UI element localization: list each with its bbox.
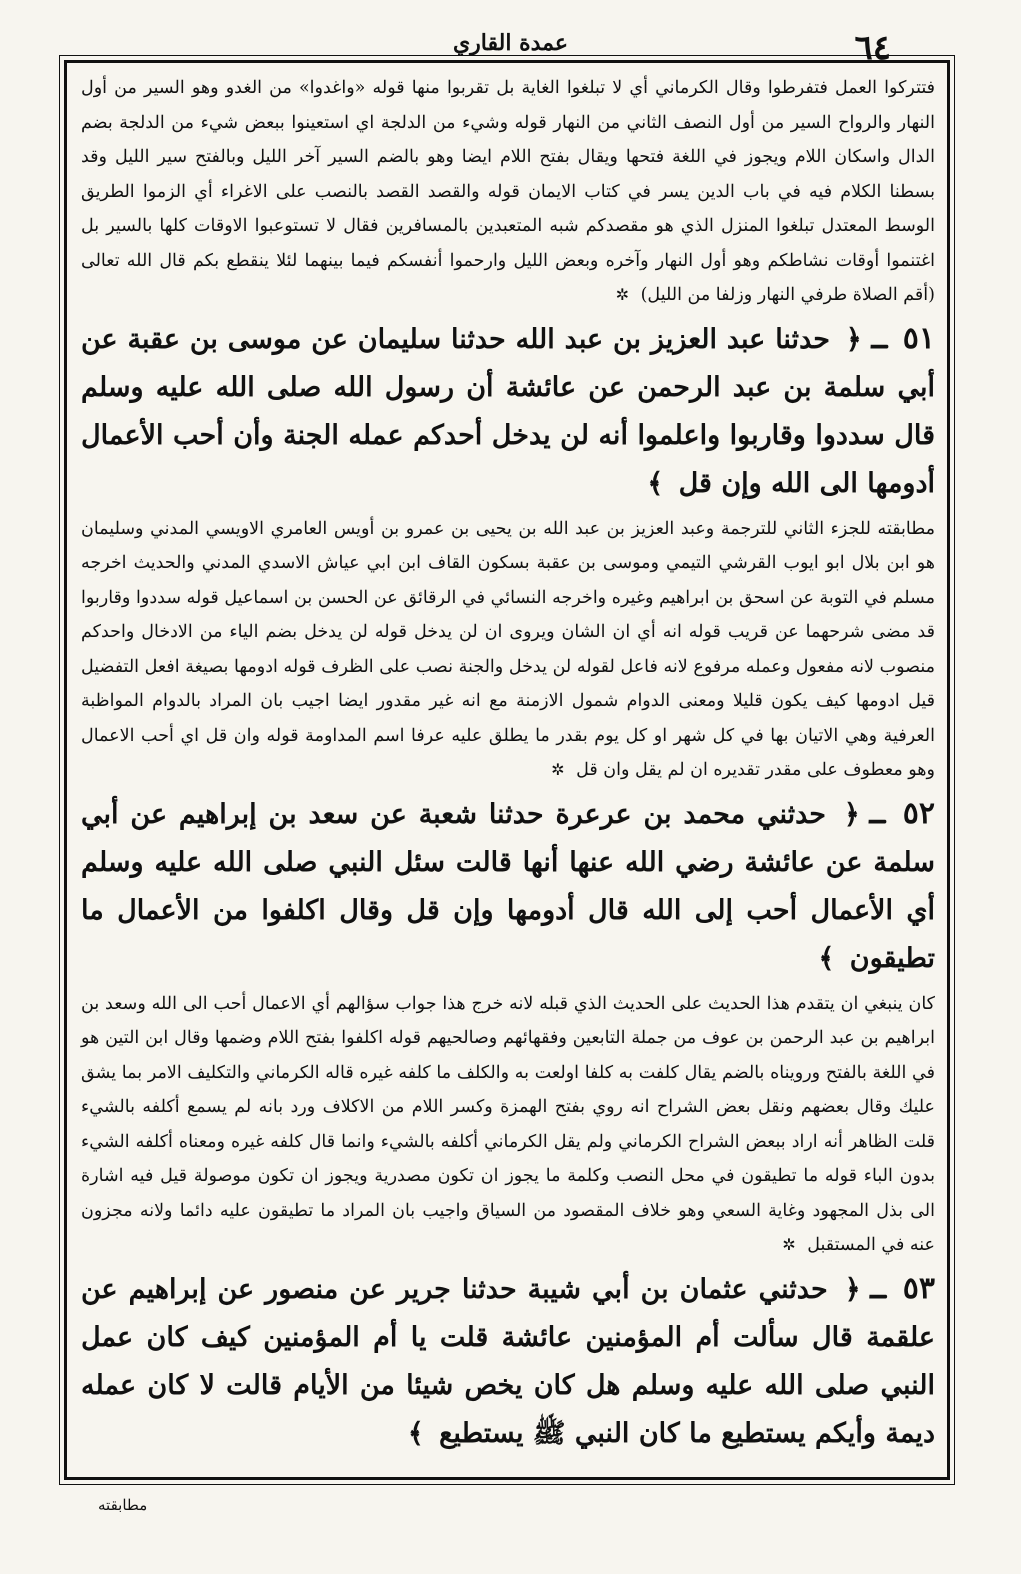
commentary-text: فتتركوا العمل فتفرطوا وقال الكرماني أي لا تبلغوا الغاية بل تقربوا منها قوله «واغدوا» من الغدو وهو السير من أول النهار والرواح السير من أول النصف الثاني من النهار قوله وشيء من الدلجة اي استعينوا ببعض شيء من الدلجة بضم الدال واسكان اللام ويجوز في اللغة فتحها ويقال بفتح اللام ايضا وهو بالضم السير آخر الليل وبالفتح سير الليل وقد بسطنا الكلام فيه في باب الدين يسر في كتاب الايمان قوله والقصد القصد بالنصب على الاغراء أي الزموا الطريق الوسط المعتدل تبلغوا المنزل الذي هو مقصدكم شبه المتعبدين بالمسافرين فقال لا تستوعبوا الاوقات كلها بالسير بل اغتنموا أوقات نشاطكم وهو أول النهار وآخره وبعض الليل وارحموا أنفسكم فيما بينهما لئلا ينقطع بكم قال الله تعالى (أقم الصلاة طرفي النهار وزلفا من الليل) bbox=[81, 78, 935, 305]
separator: ـ ﴿ bbox=[844, 1273, 886, 1305]
separator: ـ ﴿ bbox=[845, 323, 887, 355]
page-number: ٦٤ bbox=[854, 28, 891, 68]
page-header bbox=[60, 22, 961, 68]
commentary-text: مطابقته للجزء الثاني للترجمة وعبد العزيز بن عبد الله بن يحيى بن عمرو بن أويس العامري الاويسي المدني وسليمان هو ابن بلال ابو ايوب القرشي التيمي وموسى بن عقبة بسكون القاف ابن ابي عياش الاسدي المدني والحديث اخرجه مسلم في التوبة عن اسحق بن ابراهيم وغيره واخرجه النسائي في الرقائق عن الحسن بن اسماعيل قوله سددوا وقاربوا قد مضى شرحهما عن قريب قوله انه أي ان الشان ويروى ان لن يدخل قوله لن يدخل بضم الياء من الادخال واحدكم منصوب لانه مفعول وعمله مرفوع لانه فاعل لقوله لن يدخل والجنة نصب على الظرف قوله ادومها بصيغة افعل التفضيل قيل ادومها كيف يكون قليلا ومعنى الدوام شمول الازمنة مع انه غير مقدور ايضا اجيب بان المراد بالدوام المواظبة العرفية وهي الاتيان بها في كل شهر او كل يوم بقدر ما يطلق عليه عرفا اسم المداومة قوله وان قل اي أحب الاعمال وهو معطوف على مقدر تقديره ان لم يقل وان قل bbox=[81, 518, 935, 780]
hadith-number: ٥١ bbox=[902, 320, 936, 356]
separator: ﴾ bbox=[407, 1417, 424, 1449]
hadith-intro: حدثني bbox=[758, 1273, 828, 1305]
commentary-paragraph bbox=[81, 512, 935, 788]
text-frame bbox=[64, 60, 950, 1480]
hadith-52 bbox=[81, 790, 935, 983]
hadith-51 bbox=[81, 315, 935, 508]
end-mark: ✲ bbox=[782, 1235, 796, 1254]
hadith-intro: حدثني bbox=[756, 798, 826, 830]
hadith-53 bbox=[81, 1265, 935, 1458]
separator: ﴾ bbox=[647, 467, 664, 499]
separator: ـ ﴿ bbox=[843, 798, 885, 830]
hadith-intro: حدثنا bbox=[775, 323, 830, 355]
separator: ﴾ bbox=[818, 942, 835, 974]
hadith-text: عثمان بن أبي شيبة حدثنا جرير عن منصور عن إبراهيم عن علقمة قال سألت أم المؤمنين عائشة قلت يا أم المؤمنين كيف كان عمل النبي صلى الله عليه وسلم هل كان يخص شيئا من الأيام قالت لا كان عمله ديمة وأيكم يستطيع ما كان النبي ﷺ يستطيع bbox=[81, 1273, 935, 1449]
hadith-number: ٥٢ bbox=[902, 795, 936, 831]
commentary-paragraph bbox=[81, 71, 935, 313]
end-mark: ✲ bbox=[551, 760, 565, 779]
end-mark: ✲ bbox=[615, 285, 630, 304]
hadith-text: عبد العزيز بن عبد الله حدثنا سليمان عن موسى بن عقبة عن أبي سلمة بن عبد الرحمن عن عائشة أن رسول الله صلى الله عليه وسلم قال سددوا وقاربوا واعلموا أنه لن يدخل أحدكم عمله الجنة وأن أحب الأعمال أدومها الى الله وإن قل bbox=[81, 323, 935, 499]
commentary-paragraph bbox=[81, 987, 935, 1263]
catchword: مطابقته bbox=[98, 1496, 148, 1514]
commentary-text: كان ينبغي ان يتقدم هذا الحديث على الحديث الذي قبله لانه خرج هذا جواب سؤالهم أي الاعمال أحب الى الله وسعد بن ابراهيم بن عبد الرحمن بن عوف من جملة التابعين وفقهائهم وصالحيهم قوله اكلفوا بفتح اللام وضمها وقال ابن التين هو في اللغة بالفتح ورويناه بالضم يقال كلفت به كلفا اولعت به والكلف ما كلفه غيره قاله الكرماني والتكليف الامر بما يشق عليك وقال بعضهم ونقل بعض الشراح انه روي بفتح الهمزة وكسر اللام من الاكلاف ورد بانه لم يسمع أكلفه بالشيء قلت الظاهر أنه اراد ببعض الشراح الكرماني ولم يقل الكرماني أكلفه بالشيء وانما قال كلفه غيره ومعناه أكلفه الشيء بدون الباء قوله ما تطيقون في محل النصب وكلمة ما يجوز ان تكون مصدرية ويجوز ان تكون موصولة قيل فيه اشارة الى بذل المجهود وغاية السعي وهو خلاف المقصود من السياق واجيب بان المراد ما تطيقون عليه دائما ولانه مجزون عنه في المستقبل bbox=[81, 993, 935, 1255]
hadith-number: ٥٣ bbox=[902, 1270, 936, 1306]
running-title: عمدة القاري bbox=[452, 30, 569, 56]
hadith-text: محمد بن عرعرة حدثنا شعبة عن سعد بن إبراهيم عن أبي سلمة عن عائشة رضي الله عنها أنها قالت سئل النبي صلى الله عليه وسلم أي الأعمال أحب إلى الله قال أدومها وإن قل وقال اكلفوا من الأعمال ما تطيقون bbox=[81, 798, 935, 974]
